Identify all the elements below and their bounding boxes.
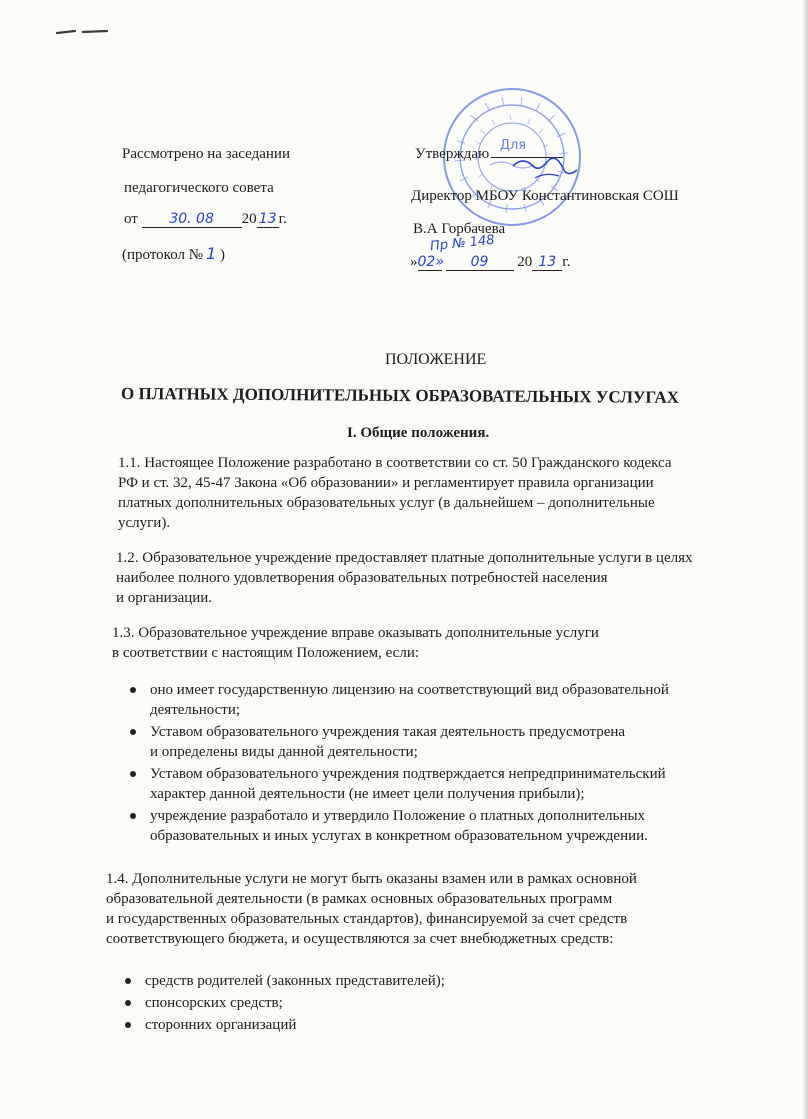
list-item: Уставом образовательного учреждения такая деятельность предусмотрена и определены виды данной деятельности; bbox=[125, 722, 669, 762]
date-prefix: от bbox=[124, 211, 138, 227]
paragraph-line: 1.1. Настоящее Положение разработано в соответствии со ст. 50 Гражданского кодекса bbox=[118, 455, 672, 471]
bullet-dot bbox=[130, 729, 136, 735]
paragraph-line: соответствующего бюджета, и осуществляются за счет внебюджетных средств: bbox=[106, 931, 614, 947]
list-item: сторонних организаций bbox=[120, 1015, 445, 1035]
document-title: ПОЛОЖЕНИЕ bbox=[385, 351, 487, 368]
approve-label: Утверждаю bbox=[415, 146, 490, 162]
list-item: средств родителей (законных представителей); bbox=[120, 971, 445, 991]
review-line1: Рассмотрено на заседании bbox=[122, 146, 290, 162]
approve-date bbox=[410, 254, 570, 271]
date-value: 30. 08 bbox=[142, 211, 242, 228]
director-signature bbox=[505, 148, 595, 188]
scan-edge-shadow bbox=[802, 0, 808, 1119]
paragraph-line: РФ и ст. 32, 45-47 Закона «Об образовании» и регламентирует правила организации bbox=[118, 475, 654, 491]
conditions-list bbox=[125, 680, 669, 848]
list-item: спонсорских средств; bbox=[120, 993, 445, 1013]
paragraph-line: платных дополнительных образовательных услуг (в дальнейшем – дополнительные bbox=[118, 495, 655, 511]
paragraph-line: наиболее полного удовлетворения образовательных потребностей населения bbox=[116, 570, 608, 586]
bullet-dot bbox=[125, 978, 131, 984]
review-date bbox=[124, 211, 287, 228]
funding-sources-list bbox=[120, 971, 445, 1037]
paragraph-line: 1.3. Образовательное учреждение вправе оказывать дополнительные услуги bbox=[112, 625, 599, 641]
paragraph-1-4 bbox=[106, 869, 637, 949]
bullet-dot bbox=[130, 771, 136, 777]
bullet-dot bbox=[125, 1000, 131, 1006]
list-item: учреждение разработало и утвердило Положение о платных дополнительных образовательных и иных услугах в конкретном образовательном учреждении. bbox=[125, 806, 669, 846]
approve-year-prefix: 20 bbox=[517, 254, 533, 270]
protocol-suffix: ) bbox=[220, 247, 225, 263]
paragraph-line: 1.2. Образовательное учреждение предоставляет платные дополнительные услуги в целях bbox=[116, 550, 693, 566]
paragraph-1-3 bbox=[112, 623, 599, 663]
handwritten-order-number: Пр № 148 bbox=[429, 232, 496, 255]
bullet-dot bbox=[125, 1022, 131, 1028]
paragraph-line: услуги). bbox=[118, 515, 171, 531]
approve-year: 13 bbox=[532, 254, 562, 271]
bullet-dot bbox=[130, 687, 136, 693]
section-heading: I. Общие положения. bbox=[347, 425, 490, 441]
year-prefix: 20 bbox=[241, 211, 257, 227]
scan-artifact-mark bbox=[55, 28, 115, 36]
approve-month: 09 bbox=[446, 254, 514, 271]
paragraph-line: в соответствии с настоящим Положением, если: bbox=[112, 645, 420, 661]
protocol-value: 1 bbox=[206, 244, 217, 263]
director-name: В.А Горбачева bbox=[413, 221, 506, 237]
approve-year-suffix: г. bbox=[562, 254, 571, 270]
review-protocol bbox=[122, 244, 225, 264]
paragraph-line: и организации. bbox=[116, 590, 213, 606]
director-line: Директор МБОУ Константиновская СОШ bbox=[411, 188, 679, 204]
list-item: Уставом образовательного учреждения подтверждается непредпринимательский характер данной деятельности (не имеет цели получения прибыли); bbox=[125, 764, 669, 804]
list-item: оно имеет государственную лицензию на соответствующий вид образовательной деятельности; bbox=[125, 680, 669, 720]
protocol-prefix: (протокол № bbox=[122, 247, 204, 263]
stamp-inner-text: Для bbox=[499, 138, 527, 153]
approve-date-open: » bbox=[410, 254, 418, 270]
paragraph-1-1 bbox=[118, 453, 672, 533]
review-line2: педагогического совета bbox=[124, 180, 274, 196]
approve-day: 02» bbox=[417, 254, 444, 270]
paragraph-line: 1.4. Дополнительные услуги не могут быть оказаны взамен или в рамках основной bbox=[106, 871, 637, 887]
year-value: 13 bbox=[257, 211, 279, 228]
document-subtitle: О ПЛАТНЫХ ДОПОЛНИТЕЛЬНЫХ ОБРАЗОВАТЕЛЬНЫХ УСЛУГАХ bbox=[120, 384, 679, 407]
paragraph-1-2 bbox=[116, 548, 693, 608]
paragraph-line: образовательной деятельности (в рамках основных образовательных программ bbox=[106, 891, 613, 907]
year-suffix: г. bbox=[278, 211, 287, 227]
paragraph-line: и государственных образовательных стандартов), финансируемой за счет средств bbox=[106, 911, 628, 927]
bullet-dot bbox=[130, 813, 136, 819]
